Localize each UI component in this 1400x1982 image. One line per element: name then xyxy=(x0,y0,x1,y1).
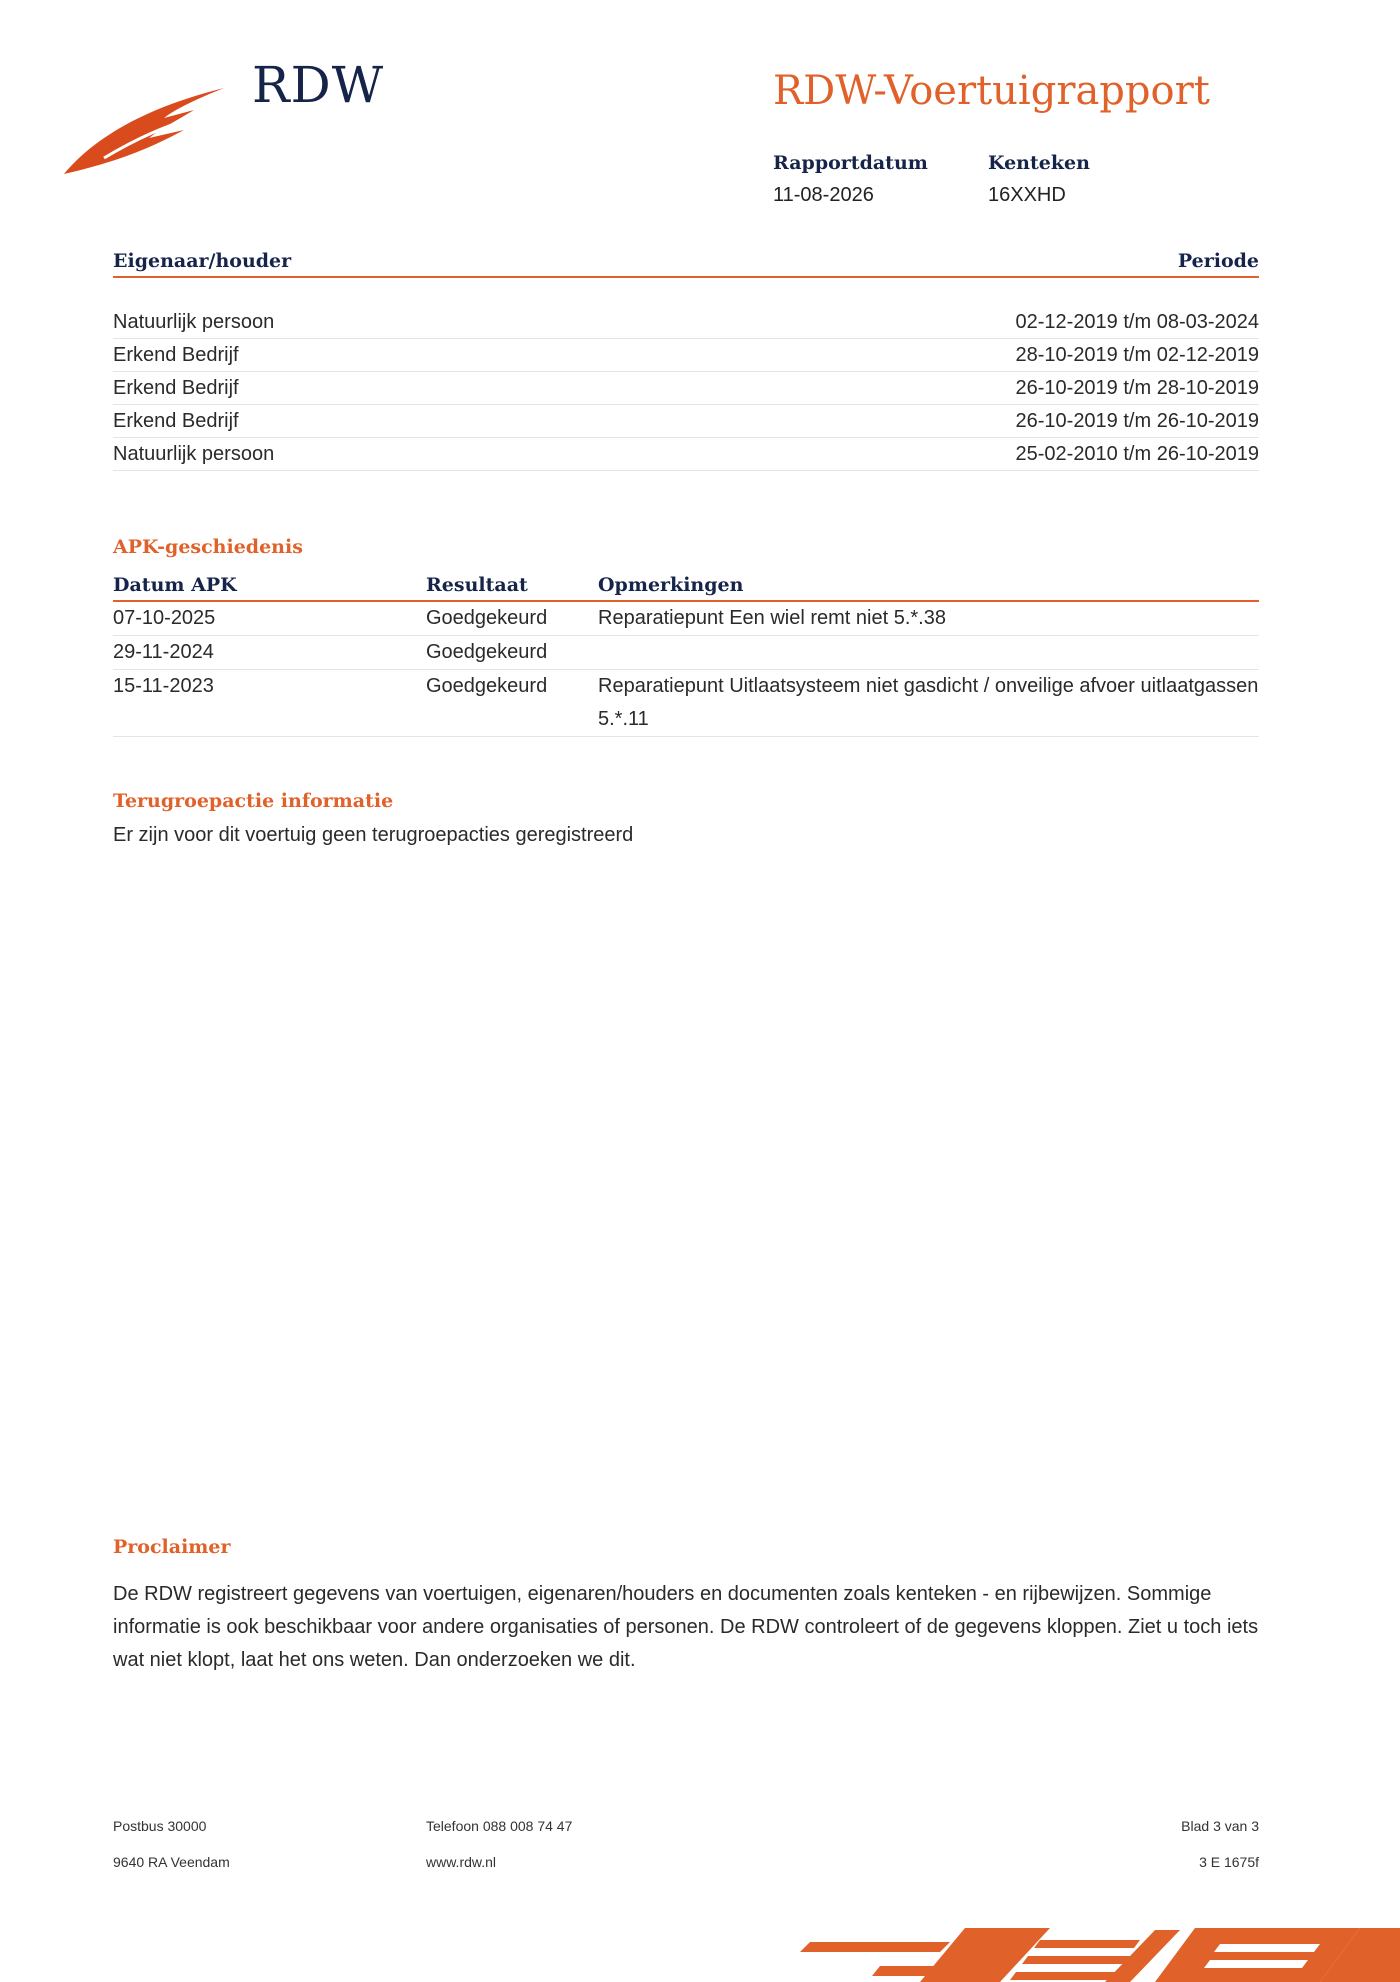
col-apk-date: Datum APK xyxy=(113,574,237,596)
recall-text: Er zijn voor dit voertuig geen terugroepacties geregistreerd xyxy=(113,824,634,846)
period-cell: 25-02-2010 t/m 26-10-2019 xyxy=(1015,442,1259,465)
table-row xyxy=(113,405,1259,438)
apk-section-title: APK-geschiedenis xyxy=(113,536,303,558)
page-title: RDW-Voertuigrapport xyxy=(773,68,1210,114)
table-row xyxy=(113,670,1259,737)
table-row xyxy=(113,438,1259,471)
rdw-logo-icon xyxy=(64,88,234,178)
logo-text: RDW xyxy=(252,56,385,114)
col-owner: Eigenaar/houder xyxy=(113,250,292,272)
recall-section-title: Terugroepactie informatie xyxy=(113,790,394,812)
apk-date-cell: 15-11-2023 xyxy=(113,675,214,697)
report-date-label: Rapportdatum xyxy=(773,152,928,174)
period-cell: 02-12-2019 t/m 08-03-2024 xyxy=(1015,310,1259,333)
owner-cell: Natuurlijk persoon xyxy=(113,442,275,465)
table-row xyxy=(113,306,1259,339)
report-date-value: 11-08-2026 xyxy=(773,184,874,206)
apk-remarks-cell: Reparatiepunt Uitlaatsysteem niet gasdicht / onveilige afvoer uitlaatgassen 5.*.11 xyxy=(598,675,1259,730)
decorative-stripes-icon xyxy=(800,1920,1400,1982)
table-row xyxy=(113,602,1259,636)
footer-code: 3 E 1675f xyxy=(1199,1854,1259,1870)
proclaimer-text: De RDW registreert gegevens van voertuigen, eigenaren/houders en documenten zoals kenteken - en rijbewijzen. Sommige informatie is ook beschikbaar voor andere organisaties of personen. De RDW controleert of de gegevens kloppen. Ziet u toch iets wat niet klopt, laat het ons weten. Dan onderzoeken we dit. xyxy=(113,1583,1259,1671)
owners-table xyxy=(113,242,1259,471)
footer-page-number: Blad 3 van 3 xyxy=(1181,1818,1259,1834)
period-cell: 28-10-2019 t/m 02-12-2019 xyxy=(1015,343,1259,366)
apk-result-cell: Goedgekeurd xyxy=(426,607,548,629)
period-cell: 26-10-2019 t/m 26-10-2019 xyxy=(1015,409,1259,432)
apk-date-cell: 07-10-2025 xyxy=(113,607,216,629)
owner-cell: Erkend Bedrijf xyxy=(113,343,239,366)
apk-result-cell: Goedgekeurd xyxy=(426,675,548,697)
table-row xyxy=(113,636,1259,670)
owner-cell: Erkend Bedrijf xyxy=(113,376,239,399)
owner-cell: Natuurlijk persoon xyxy=(113,310,275,333)
plate-value: 16XXHD xyxy=(988,184,1066,206)
apk-remarks-cell: Reparatiepunt Een wiel remt niet 5.*.38 xyxy=(598,607,946,629)
proclaimer-title: Proclaimer xyxy=(113,1536,231,1558)
plate-label: Kenteken xyxy=(988,152,1090,174)
period-cell: 26-10-2019 t/m 28-10-2019 xyxy=(1015,376,1259,399)
apk-table xyxy=(113,566,1259,737)
col-result: Resultaat xyxy=(426,574,528,596)
footer-phone: Telefoon 088 008 74 47 xyxy=(426,1818,573,1834)
footer-city: 9640 RA Veendam xyxy=(113,1854,230,1870)
col-period: Periode xyxy=(1177,250,1259,272)
col-remarks: Opmerkingen xyxy=(598,574,744,596)
table-row xyxy=(113,372,1259,405)
apk-result-cell: Goedgekeurd xyxy=(426,641,548,663)
owner-cell: Erkend Bedrijf xyxy=(113,409,239,432)
owners-table-header xyxy=(113,242,1259,278)
apk-table-header xyxy=(113,566,1259,602)
footer-website-link[interactable]: www.rdw.nl xyxy=(426,1854,497,1870)
footer-postbus: Postbus 30000 xyxy=(113,1818,207,1834)
apk-date-cell: 29-11-2024 xyxy=(113,641,214,663)
table-row xyxy=(113,339,1259,372)
